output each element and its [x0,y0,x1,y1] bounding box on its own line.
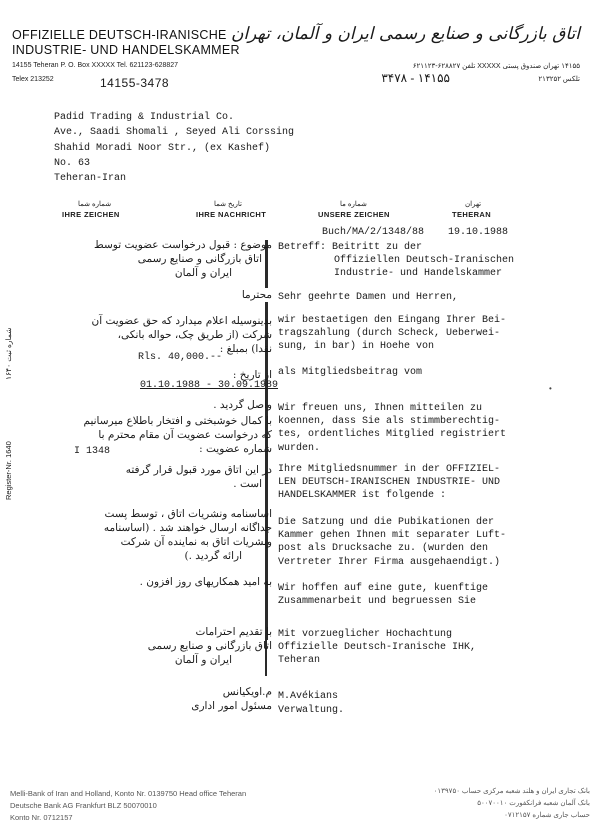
org-name-line2: INDUSTRIE- UND HANDELSKAMMER [12,43,240,57]
paragraph-member-number-german [278,463,500,503]
paragraph-statutes-persian [104,507,272,563]
org-contact-persian: ۱۴۱۵۵ تهران صندوق پستی XXXXX تلفن ۶۲۸۸۲۷-۶۲۱۱۲۳ [412,63,580,70]
membership-period: 01.10.1988 - 30.09.1989 [140,380,279,391]
scan-speck: • [549,384,552,393]
our-reference-number: Buch/MA/2/1348/88 [322,227,425,238]
org-name-persian: اتاق بازرگانی و صنایع رسمی ایران و آلمان، تهران [230,24,580,44]
ref-label-your-ref: IHRE ZEICHEN [62,210,120,219]
text-line: Teheran [278,655,321,667]
text-line: ارائه گردید .) [184,550,242,562]
subject-line: Offiziellen Deutsch-Iranischen [334,255,515,267]
text-line: اساسنامه ونشریات اتاق ، توسط پست [104,508,272,520]
paragraph-accepted-persian [126,463,272,491]
subject-persian [94,238,272,280]
bank-line: حساب جاری شماره ۰۷۱۲۱۵۷ [504,812,590,819]
signatory-name-german: M.Avékians [278,691,339,702]
registration-number: Register-Nr. 1640 [4,441,13,500]
text-line: HANDELSKAMMER ist folgende : [278,490,447,502]
ref-label-place: TEHERAN [452,210,492,219]
paragraph-statutes-german [278,516,506,569]
subject-german [278,241,514,281]
text-line: با کمال خوشبختی و افتخار باطلاع میرسانیم [83,415,272,427]
greeting-persian: محترما [241,289,272,301]
bank-line: Melli-Bank of Iran and Holland, Konto Nr. 0139750 Head office Teheran [10,789,247,798]
text-line: Die Satzung und die Pubikationen der [278,517,495,528]
text-line: شماره عضویت : [199,443,272,455]
org-telex: Telex 213252 [12,76,54,83]
signatory-name-persian: م.اویکیانس [222,686,272,698]
org-name-line1: OFFIZIELLE DEUTSCH-IRANISCHE [12,28,227,42]
text-line: جداگانه ارسال خواهند شد . (اساسنامه [103,522,272,534]
text-line: ونشریات اتاق به نماینده آن شرکت [120,536,272,548]
address-line: Teheran-Iran [54,173,127,185]
text-line: ایران و آلمان [174,267,232,279]
address-line: Ave., Saadi Shomali , Seyed Ali Corssing [54,127,295,139]
text-line: اتاق بازرگانی و صنایع رسمی [147,640,272,652]
address-line: No. 63 [54,157,91,169]
text-line: اتاق بازرگانی و صنایع رسمی [137,253,262,265]
text-line: با تقدیم احترامات [195,626,272,638]
text-line: Zusammenarbeit und begruessen Sie [278,596,477,608]
text-line: koennen, dass Sie als stimmberechtig- [278,416,501,428]
text-line: tes, ordentliches Mitglied registriert [278,429,507,441]
org-telex-persian: تلکس ۲۱۳۲۵۲ [538,76,580,83]
text-line: sung, in bar) in Hoehe von [278,341,435,353]
text-line: Ihre Mitgliedsnummer in der OFFIZIEL- [278,464,501,475]
member-number: I 1348 [74,446,111,457]
text-line: موضوع : قبول درخواست عضویت توسط [94,239,272,251]
ref-label-fa-your-ref: شماره شما [78,201,112,208]
closing-persian [148,625,272,667]
ref-label-your-message: IHRE NACHRICHT [196,210,267,219]
address-block [54,110,294,186]
text-line: Vertreter Ihrer Firma ausgehaendigt.) [278,556,501,568]
text-line: Wir freuen uns, Ihnen mitteilen zu [278,403,483,414]
fee-amount: Rls. 40,000.-- [138,352,223,363]
org-contact: 14155 Teheran P. O. Box XXXXX Tel. 621123-628827 [12,62,179,69]
text-line: tragszahlung (durch Scheck, Ueberwei- [278,328,501,340]
text-line: ایران و آلمان [174,654,232,666]
paragraph-cooperation-german [278,582,488,608]
text-line: در این اتاق مورد قبول قرار گرفته [125,464,272,476]
handwritten-phone: 14155-3478 [100,76,170,90]
paragraph-payment-persian [92,314,273,356]
ref-label-our-ref: UNSERE ZEICHEN [318,210,390,219]
text-line: شرکت (از طریق چک، حواله بانکی، [117,329,272,341]
membership-fee-german: als Mitgliedsbeitrag vom [278,367,423,378]
ref-label-fa-your-message: تاریخ شما [214,201,242,208]
signatory-department-german: Verwaltung. [278,705,345,716]
text-line: wir bestaetigen den Eingang Ihrer Bei- [278,315,507,326]
subject-line: Industrie- und Handelskammer [334,268,503,280]
ref-label-fa-our-ref: شماره ما [340,201,367,208]
text-line: نقدا) بمبلغ : [219,343,272,355]
bank-line: بانک آلمان شعبه فرانکفورت ۵۰۰۷۰۰۱۰ [477,800,590,807]
bank-line: Deutsche Bank AG Frankfurt BLZ 50070010 [10,801,157,810]
bank-details-persian [434,786,590,822]
from-date-label-persian: از تاریخ : [232,369,272,381]
subject-line: Betreff: Beitritt zu der [278,242,423,253]
closing-german [278,628,476,668]
text-line: post als Drucksache zu. (wurden den [278,543,489,555]
cooperation-persian: به امید همکاریهای روز افزون . [139,576,272,588]
greeting-german: Sehr geehrte Damen und Herren, [278,292,459,303]
text-line: LEN DEUTSCH-IRANISCHEN INDUSTRIE- UND [278,477,501,489]
handwritten-phone-persian: ۱۴۱۵۵ - ۳۴۷۸ [381,71,450,85]
paragraph-registered-persian [83,414,272,456]
text-line: Kammer gehen Ihnen mit separater Luft- [278,530,507,542]
text-line: wurden. [278,442,321,454]
address-line: Shahid Moradi Noor Str., (ex Kashef) [54,142,271,154]
text-line: Wir hoffen auf eine gute, kuenftige [278,583,489,594]
bank-details [10,788,246,824]
bank-line: Konto Nr. 0712157 [10,813,73,822]
signatory-department-persian: مسئول امور اداری [191,700,272,712]
text-line: بدینوسیله اعلام میدارد که حق عضویت آن [91,315,272,327]
text-line: Offizielle Deutsch-Iranische IHK, [278,642,477,654]
ref-label-fa-place: تهران [465,201,482,208]
text-line: که درخواست عضویت آن مقام محترم با [98,429,272,441]
received-persian: واصل گردید . [213,399,272,411]
text-line: است . [233,478,262,490]
registration-number-persian: شماره ثبت ۱۶۴۰ [4,327,13,380]
letter-date: 19.10.1988 [448,227,509,238]
bank-line: بانک تجاری ایران و هلند شعبه مرکزی حساب ۰۱۳۹۷۵۰ [433,788,590,795]
address-line: Padid Trading & Industrial Co. [54,112,235,123]
text-line: Mit vorzueglicher Hochachtung [278,629,453,640]
paragraph-payment-german [278,314,506,354]
paragraph-registered-german [278,402,506,455]
